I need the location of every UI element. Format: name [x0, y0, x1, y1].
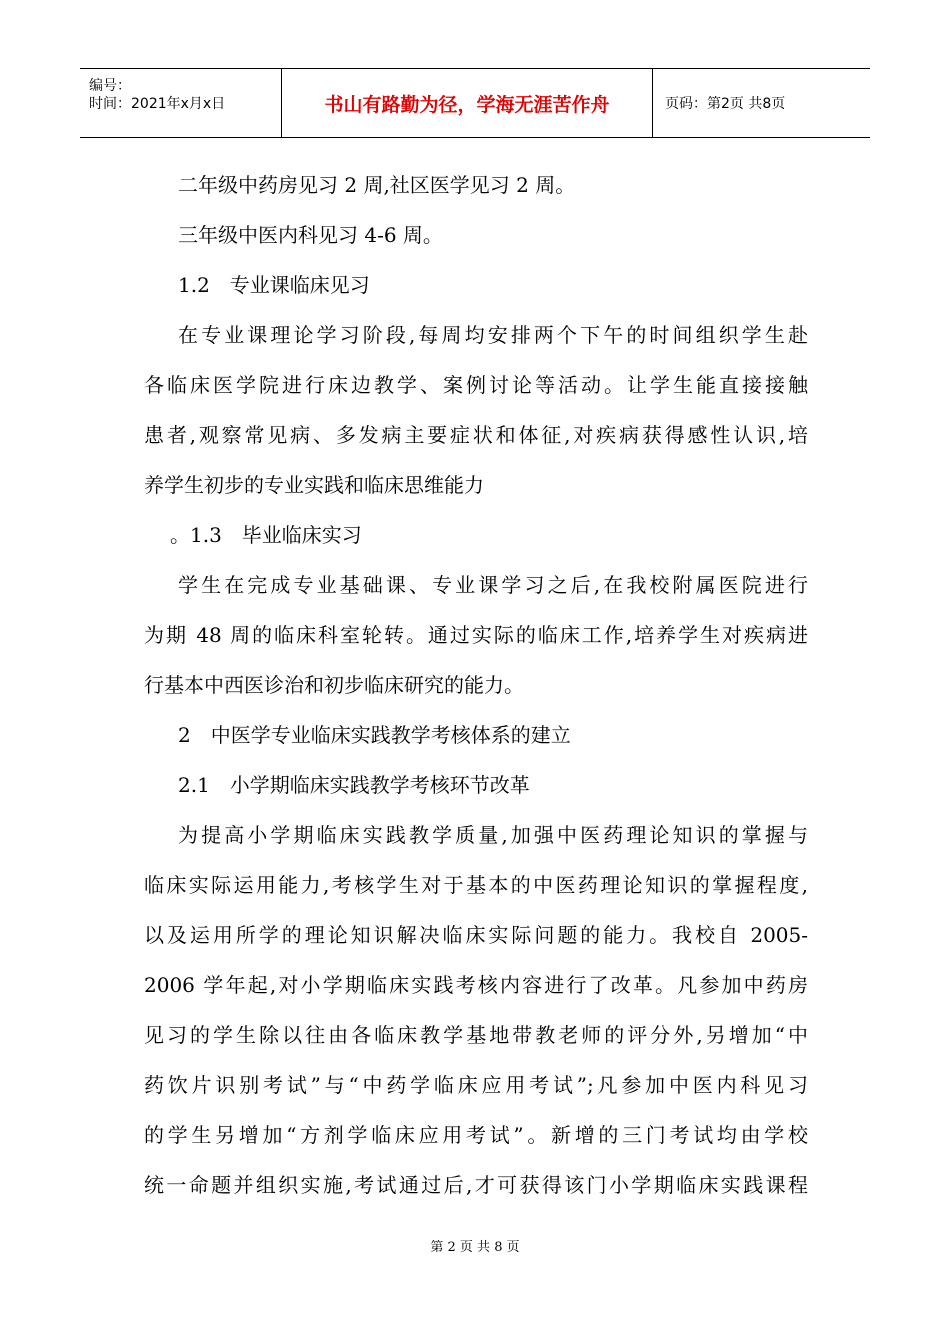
- section-heading-2: 2 中医学专业临床实践教学考核体系的建立: [178, 723, 571, 747]
- body-line-19: 药饮片识别考试”与“中药学临床应用考试”;凡参加中医内科见习: [144, 1073, 808, 1097]
- body-line-15: 临床实际运用能力,考核学生对于基本的中医药理论知识的掌握程度,: [144, 873, 808, 897]
- motto: 书山有路勤为径，学海无涯苦作舟: [282, 69, 653, 137]
- body-line-1: 二年级中药房见习 2 周,社区医学见习 2 周。: [178, 173, 576, 197]
- body-line-5: 各临床医学院进行床边教学、案例讨论等活动。让学生能直接接触: [144, 373, 808, 397]
- body-line-4: 在专业课理论学习阶段,每周均安排两个下午的时间组织学生赴: [178, 323, 808, 347]
- body-line-11: 行基本中西医诊治和初步临床研究的能力。: [144, 673, 524, 697]
- section-heading-1-3: 。1.3 毕业临床实习: [170, 523, 362, 547]
- body-line-9: 学生在完成专业基础课、专业课学习之后,在我校附属医院进行: [178, 573, 808, 597]
- code-label: 编号：: [89, 78, 131, 94]
- body-line-18: 见习的学生除以往由各临床教学基地带教老师的评分外,另增加“中: [144, 1023, 808, 1047]
- body-line-16: 以及运用所学的理论知识解决临床实际问题的能力。我校自 2005-: [144, 923, 808, 947]
- section-heading-1-2: 1.2 专业课临床见习: [178, 273, 370, 297]
- page-footer: 第 2 页 共 8 页: [430, 1240, 520, 1255]
- page-header: [80, 68, 870, 138]
- body-line-2: 三年级中医内科见习 4-6 周。: [178, 223, 443, 247]
- body-line-17: 2006 学年起,对小学期临床实践考核内容进行了改革。凡参加中药房: [144, 973, 808, 997]
- body-line-10: 为期 48 周的临床科室轮转。通过实际的临床工作,培养学生对疾病进: [144, 623, 808, 647]
- body-line-7: 养学生初步的专业实践和临床思维能力: [144, 473, 484, 497]
- page-info: 页码：第2页 共8页: [665, 96, 786, 112]
- body-line-21: 统一命题并组织实施,考试通过后,才可获得该门小学期临床实践课程: [144, 1173, 808, 1197]
- header-left-cell: [80, 69, 282, 137]
- body-line-6: 患者,观察常见病、多发病主要症状和体征,对疾病获得感性认识,培: [144, 423, 808, 447]
- body-line-14: 为提高小学期临床实践教学质量,加强中医药理论知识的掌握与: [178, 823, 808, 847]
- body-line-20: 的学生另增加“方剂学临床应用考试”。新增的三门考试均由学校: [144, 1123, 808, 1147]
- time-label: 时间：2021年x月x日: [89, 96, 226, 112]
- section-heading-2-1: 2.1 小学期临床实践教学考核环节改革: [178, 773, 530, 797]
